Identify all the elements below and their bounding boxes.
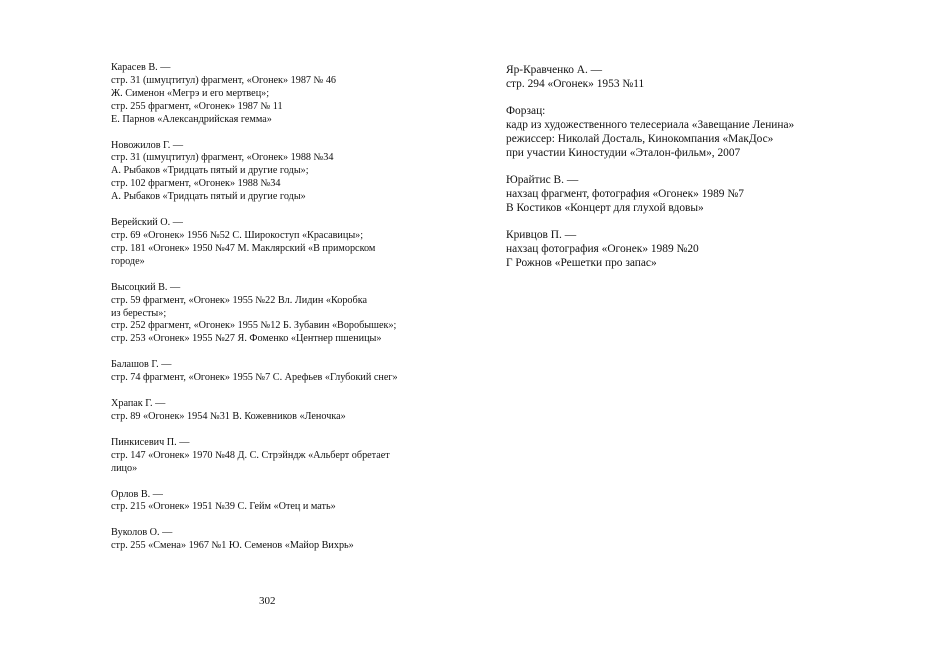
credit-line: стр. 215 «Огонек» 1951 №39 С. Гейм «Отец и мать» <box>111 501 336 513</box>
right-column <box>506 64 836 284</box>
credit-line: А. Рыбаков «Тридцать пятый и другие годы» <box>111 191 306 203</box>
credit-line: стр. 59 фрагмент, «Огонек» 1955 №22 Вл. Лидин «Коробка <box>111 294 368 306</box>
credit-line: при участии Киностудии «Эталон-фильм», 2007 <box>506 146 741 159</box>
artist-name: Балашов Г. — <box>111 359 172 371</box>
credit-line: из бересты»; <box>111 307 167 319</box>
credit-entry <box>111 398 441 424</box>
credit-line: стр. 69 «Огонек» 1956 №52 С. Широкоступ «Красавицы»; <box>111 229 364 241</box>
page-number: 302 <box>259 595 276 607</box>
credit-line: стр. 252 фрагмент, «Огонек» 1955 №12 Б. Зубавин «Воробышек»; <box>111 320 397 332</box>
credit-line: Ж. Сименон «Мегрэ и его мертвец»; <box>111 87 270 99</box>
credit-entry <box>111 140 441 205</box>
artist-name: Пинкисевич П. — <box>111 436 190 448</box>
credit-entry <box>111 359 441 385</box>
credit-line: лицо» <box>111 462 138 474</box>
credit-line: стр. 31 (шмуцтитул) фрагмент, «Огонек» 1987 № 46 <box>111 74 337 86</box>
credit-line: кадр из художественного телесериала «Завещание Ленина» <box>506 118 795 131</box>
artist-name: Форзац: <box>506 105 546 118</box>
credit-line: Е. Парнов «Александрийская гемма» <box>111 113 272 125</box>
credit-line: городе» <box>111 255 145 267</box>
credit-line: стр. 74 фрагмент, «Огонек» 1955 №7 С. Арефьев «Глубокий снег» <box>111 372 398 384</box>
credit-line: стр. 89 «Огонек» 1954 №31 В. Кожевников «Леночка» <box>111 410 346 422</box>
credit-entry <box>111 437 441 476</box>
credit-line: стр. 253 «Огонек» 1955 №27 Я. Фоменко «Центнер пшеницы» <box>111 333 382 345</box>
credit-entry <box>506 174 836 215</box>
artist-name: Орлов В. — <box>111 488 163 500</box>
credit-line: стр. 147 «Огонек» 1970 №48 Д. С. Стрэйндж «Альберт обретает <box>111 449 390 461</box>
artist-name: Вуколов О. — <box>111 527 173 539</box>
credit-entry <box>111 527 441 553</box>
credit-line: В Костиков «Концерт для глухой вдовы» <box>506 201 704 214</box>
credit-entry <box>506 229 836 270</box>
artist-name: Яр-Кравченко А. — <box>506 64 603 76</box>
credit-line: нахзац фотография «Огонек» 1989 №20 <box>506 242 699 255</box>
credit-line: А. Рыбаков «Тридцать пятый и другие годы»; <box>111 165 309 177</box>
artist-name: Высоцкий В. — <box>111 281 181 293</box>
credit-line: стр. 31 (шмуцтитул) фрагмент, «Огонек» 1988 №34 <box>111 152 334 164</box>
credit-line: стр. 255 фрагмент, «Огонек» 1987 № 11 <box>111 100 283 112</box>
artist-name: Верейский О. — <box>111 217 183 229</box>
artist-name: Юрайтис В. — <box>506 173 579 186</box>
credit-line: стр. 294 «Огонек» 1953 №11 <box>506 77 645 90</box>
credit-line: режиссер: Николай Досталь, Кинокомпания «МакДос» <box>506 132 774 145</box>
credit-line: Г Рожнов «Решетки про запас» <box>506 256 657 269</box>
credit-entry <box>111 62 441 127</box>
credit-entry <box>506 64 836 92</box>
credit-line: стр. 102 фрагмент, «Огонек» 1988 №34 <box>111 178 281 190</box>
credit-entry <box>506 105 836 160</box>
credit-line: стр. 181 «Огонек» 1950 №47 М. Маклярский «В приморском <box>111 242 376 254</box>
artist-name: Храпак Г. — <box>111 398 166 410</box>
credit-entry <box>111 489 441 515</box>
credit-line: стр. 255 «Смена» 1967 №1 Ю. Семенов «Майор Вихрь» <box>111 540 354 552</box>
artist-name: Новожилов Г. — <box>111 139 184 151</box>
left-column <box>111 62 441 566</box>
credit-line: нахзац фрагмент, фотография «Огонек» 1989 №7 <box>506 187 744 200</box>
artist-name: Карасев В. — <box>111 62 171 73</box>
credit-entry <box>111 282 441 347</box>
artist-name: Кривцов П. — <box>506 228 577 241</box>
credit-entry <box>111 217 441 269</box>
